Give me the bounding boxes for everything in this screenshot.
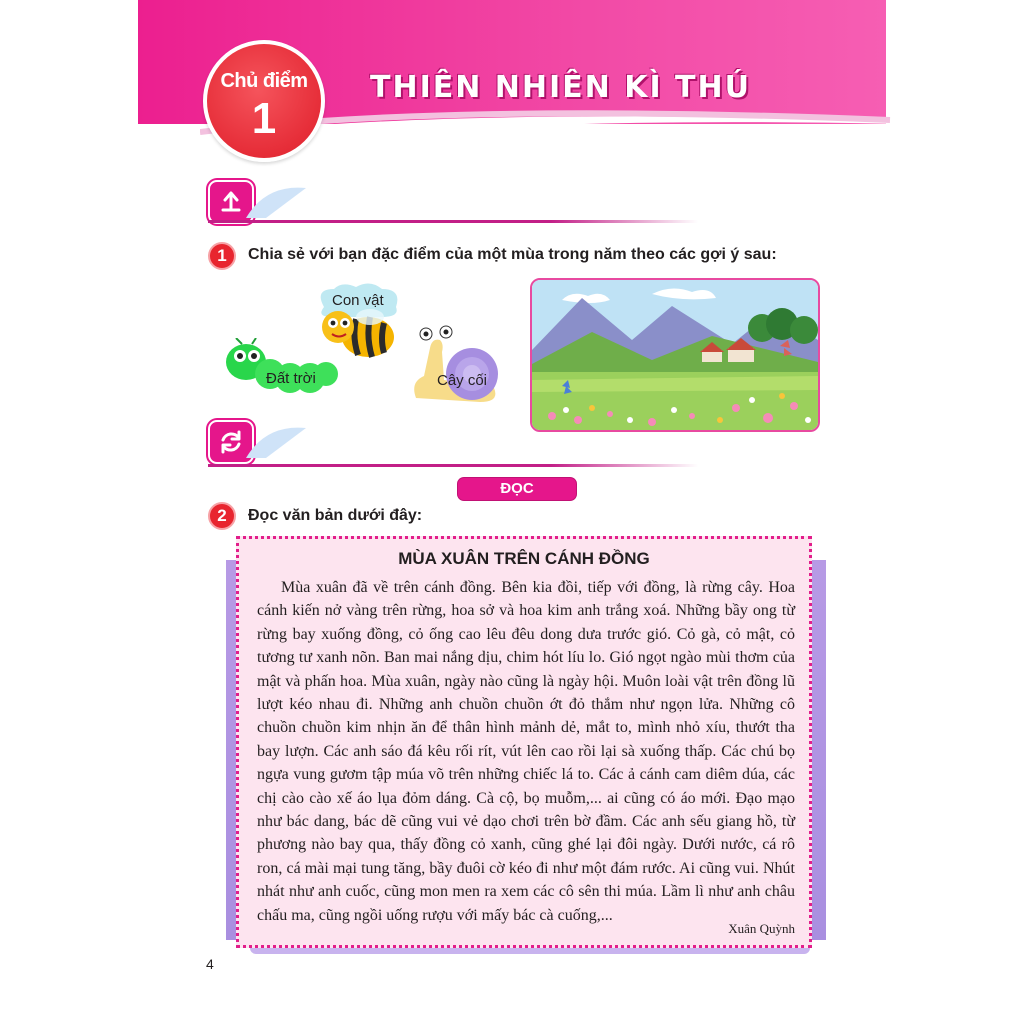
topic-title: THIÊN NHIÊN KÌ THÚ [370,70,751,105]
topic-label: Chủ điểm [220,70,308,92]
hint-plant-label: Cây cối [437,372,488,389]
task-1-text: Chia sẻ với bạn đặc điểm của một mùa trong năm theo các gợi ý sau: [248,246,777,263]
page-number: 4 [206,956,214,972]
reading-title: MÙA XUÂN TRÊN CÁNH ĐỒNG [398,549,650,568]
snail-illustration [410,322,504,404]
reading-box [236,536,812,948]
spring-landscape-image [530,278,820,432]
topic-badge [203,40,325,162]
reading-author: Xuân Quỳnh [728,921,795,936]
section-divider [208,464,698,467]
reading-section-label: ĐỌC [458,478,576,500]
section-fan-decor [246,424,306,460]
reading-body-text: Mùa xuân đã về trên cánh đồng. Bên kia đồi, tiếp với đồng, là rừng cây. Hoa cánh kiến nở vàng trên rừng, hoa sở và hoa kim anh trắng xoá. Những bầy ong từ rừng bay xuống đồng, cỏ ống cao lêu đêu dong dưa trước gió. Cỏ gà, cỏ mật, cỏ tương tư xanh nõn. Ban mai nắng dịu, chim hót líu lo. Gió ngọt ngào mùi thơm của mật và phấn hoa. Mùa xuân, ngày nào cũng là ngày hội. Muôn loài vật trên đồng lũ lượt kéo nhau đi. Những anh chuồn chuồn ớt đỏ thắm như ngọn lửa. Những cô chuồn chuồn kim nhịn ăn để thân hình mảnh dẻ, mắt to, mình nhỏ xíu, thướt tha bay lượn. Các anh sáo đá kêu rối rít, vút lên cao rồi lại sà xuống thấp. Các chú bọ ngựa vung gươm tập múa võ trên những chiếc lá to. Các ả cánh cam diêm dúa, các chị cào cào xế áo lụa đỏm dáng. Cà cộ, bọ muỗm,... ai cũng có áo mới. Đạo mạo như bác dang, bác dẽ cũng vui vẻ dạo chơi trên bờ đầm. Các anh sếu giang hồ, từ phương nào bay qua, thấy đồng cỏ xanh, cũng ghé lại đôi ngày. Dưới nước, cá rô ron, cá mài mại tung tăng, bầy đuôi cờ kéo đi như một đám rước. Ai cũng vui. Nhút nhát như anh cuốc, cũng mon men ra xem các cô sên thi múa. Lầm lì như anh châu chấu ma, cũng ngồi uống rượu với mấy bác cà cuống,... [257,579,795,924]
section-fan-decor [246,184,306,220]
topic-number: 1 [251,94,277,143]
reading-body [257,576,795,927]
caterpillar-illustration [222,338,340,400]
section-divider [208,220,698,223]
task-2-text: Đọc văn bản dưới đây: [248,507,423,524]
task-2-number: 2 [208,502,236,530]
task-1-number: 1 [208,242,236,270]
hint-sky-label: Đất trời [266,370,316,387]
hint-animal-label: Con vật [332,292,384,309]
